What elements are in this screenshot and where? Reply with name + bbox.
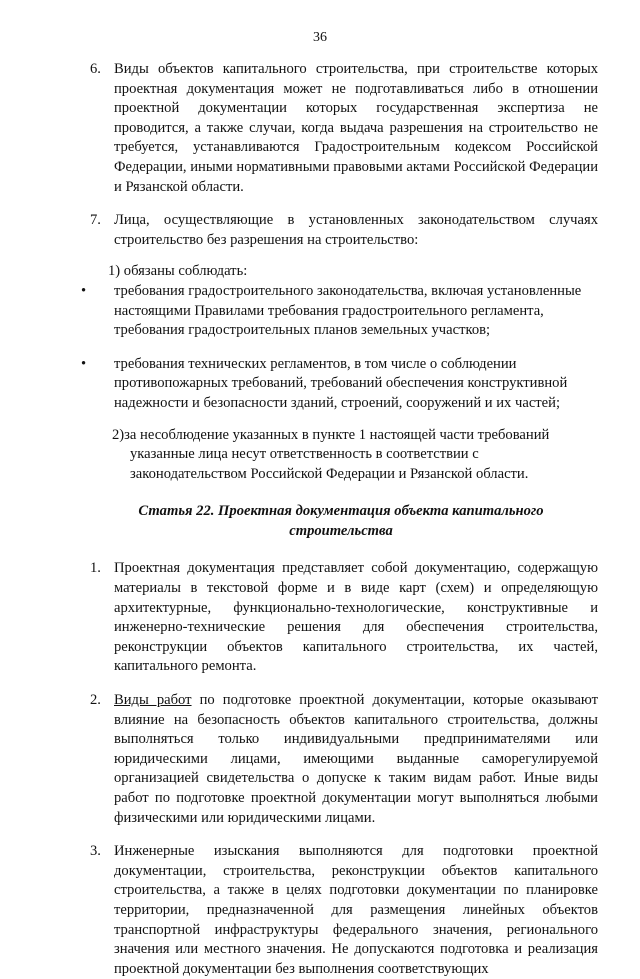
- bullet-icon: •: [81, 355, 87, 372]
- subitem-1: 1) обязаны соблюдать:: [108, 263, 248, 280]
- article-item-3: [90, 842, 598, 979]
- work-types-link[interactable]: Виды работ: [114, 692, 192, 709]
- item-6: [90, 60, 598, 197]
- item-number: 1.: [90, 560, 101, 577]
- item-number: 2.: [90, 692, 101, 709]
- item-number: 7.: [90, 212, 101, 229]
- item-7: [90, 211, 598, 250]
- item-text: Виды объектов капитального строительства, при строительстве которых проектная документация может не подготавливаться либо в отношении проектной документации которых государственная экспертиза не проводится, а также случаи, когда выдача разрешения на строительство не требуется, устанавливаются Градостроительным кодексом Российской Федерации, иными нормативными правовыми актами Российской Федерации и Рязанской области.: [114, 61, 598, 195]
- bullet-item: [81, 355, 598, 414]
- item-number: 3.: [90, 843, 101, 860]
- document-body: [81, 60, 599, 979]
- bullet-text: требования технических регламентов, в том числе о соблюдении противопожарных требований, требований обеспечения конструктивной надежности и безопасности зданий, строений, сооружений и их частей;: [114, 355, 568, 411]
- article-title: Статья 22. Проектная документация объекта капитального строительства: [138, 503, 544, 539]
- article-item-2: [90, 691, 598, 828]
- item-text: Проектная документация представляет собой документацию, содержащую материалы в текстовой форме и в виде карт (схем) и определяющую архитектурные, функционально-технологические, конструктивные и инженерно-технические решения для обеспечения строительства, реконструкции объектов капитального строительства, их частей, капитального ремонта.: [114, 560, 598, 675]
- page-number: 36: [313, 30, 327, 45]
- item-text: Инженерные изыскания выполняются для подготовки проектной документации, строительства, реконструкции объектов капитального строительства, а также в целях подготовки документации по планировке территории, предназначенной для размещения линейных объектов транспортной инфраструктуры федерального значения, регионального значения или местного значения. Не допускаются подготовка и реализация проектной документации без выполнения соответствующих: [114, 843, 598, 977]
- item-number: 6.: [90, 61, 101, 77]
- item-text: Лица, осуществляющие в установленных законодательством случаях строительство без разрешения на строительство:: [114, 212, 598, 248]
- item-text: по подготовке проектной документации, которые оказывают влияние на безопасность объектов капитального строительства, должны выполняться только индивидуальными предпринимателями или юридическими лицами, имеющими выданные саморегулируемой организацией свидетельства о допуске к таким видам работ. Иные виды работ по подготовке проектной документации могут выполняться любыми физическими или юридическими лицами.: [114, 692, 599, 826]
- bullet-item: [81, 282, 598, 341]
- article-item-1: [90, 559, 598, 677]
- subitem-2: 2)за несоблюдение указанных в пункте 1 настоящей части требований указанные лица несут ответственность в соответствии с законодательством Российской Федерации и Рязанской области.: [112, 426, 550, 482]
- bullet-text: требования градостроительного законодательства, включая установленные настоящими Правилами требования градостроительного регламента, требования градостроительных планов земельных участков;: [114, 282, 582, 339]
- bullet-icon: •: [81, 282, 87, 299]
